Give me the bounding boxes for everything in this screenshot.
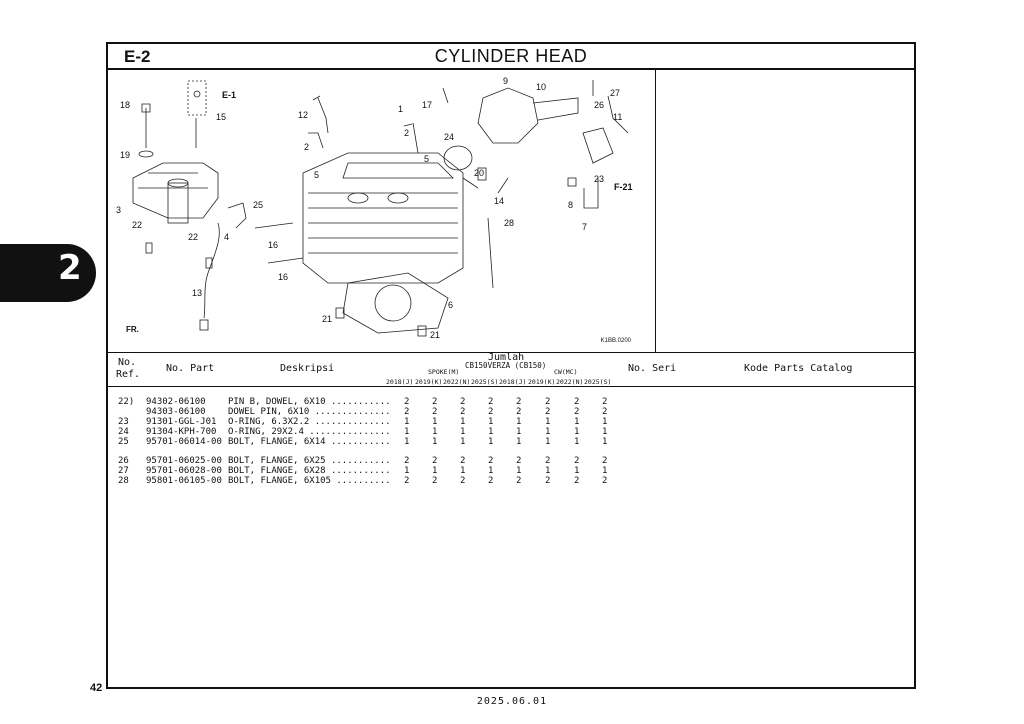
section-tab-number: 2 (58, 248, 82, 288)
cell-qty: 2 (545, 476, 551, 486)
cell-ref: 25 (118, 437, 129, 447)
cell-qty: 2 (602, 397, 608, 407)
page-frame (106, 42, 916, 689)
cell-qty: 1 (602, 417, 608, 427)
cell-part: 91301-GGL-J01 (146, 417, 217, 427)
callout-label: 14 (494, 196, 505, 206)
table-row (108, 417, 914, 427)
cell-qty: 1 (404, 466, 410, 476)
callout-label: 9 (503, 76, 509, 86)
cell-qty: 1 (602, 466, 608, 476)
col-cw: CW(MC) (554, 368, 578, 376)
cell-part: 91304-KPH-700 (146, 427, 217, 437)
callout-label: 18 (120, 100, 131, 110)
callout-label: 10 (536, 82, 547, 92)
callout-label: 20 (474, 168, 485, 178)
table-row (108, 437, 914, 447)
cell-ref: 28 (118, 476, 129, 486)
callout-label: 21 (430, 330, 441, 340)
cell-part: 94302-06100 (146, 397, 206, 407)
col-ref-line1: No. (118, 357, 137, 368)
cell-qty: 1 (404, 427, 410, 437)
cell-desc: BOLT, FLANGE, 6X105 .......... (228, 476, 391, 486)
cell-qty: 2 (460, 407, 466, 417)
col-serial: No. Seri (628, 363, 677, 374)
col-year: 2025(S) (471, 378, 499, 386)
col-catalog: Kode Parts Catalog (744, 363, 853, 374)
section-tab[interactable] (0, 244, 96, 302)
cell-qty: 2 (488, 407, 494, 417)
cell-desc: O-RING, 29X2.4 ............... (228, 427, 391, 437)
callout-label: 6 (448, 300, 454, 310)
callout-label: 2 (304, 142, 310, 152)
cell-desc: BOLT, FLANGE, 6X25 ........... (228, 456, 391, 466)
cell-qty: 2 (404, 476, 410, 486)
diagram-ref-code: K1BB.0200 (600, 338, 631, 344)
cell-qty: 2 (602, 407, 608, 417)
callout-label: 16 (268, 240, 279, 250)
cell-qty: 1 (516, 437, 522, 447)
cell-qty: 2 (404, 397, 410, 407)
col-year: 2018(J) (499, 378, 527, 386)
cell-qty: 2 (460, 397, 466, 407)
cell-qty: 2 (545, 456, 551, 466)
parts-diagram (108, 68, 656, 352)
cell-qty: 2 (460, 476, 466, 486)
cell-part: 94303-06100 (146, 407, 206, 417)
cell-qty: 1 (545, 417, 551, 427)
cell-ref: 24 (118, 427, 129, 437)
cell-qty: 1 (432, 427, 438, 437)
page-title: CYLINDER HEAD (434, 46, 588, 66)
callout-label: 11 (613, 112, 623, 122)
cell-qty: 1 (432, 466, 438, 476)
col-year: 2019(K) (415, 378, 443, 386)
cell-qty: 2 (574, 397, 580, 407)
cell-qty: 2 (488, 456, 494, 466)
cell-qty: 1 (574, 466, 580, 476)
col-year: 2018(J) (386, 378, 414, 386)
table-header (108, 352, 914, 387)
cell-qty: 2 (602, 456, 608, 466)
cell-qty: 2 (574, 476, 580, 486)
cell-qty: 2 (432, 456, 438, 466)
cell-qty: 2 (488, 476, 494, 486)
callout-label: 17 (422, 100, 433, 110)
callout-label: 26 (594, 100, 605, 110)
cell-desc: DOWEL PIN, 6X10 .............. (228, 407, 391, 417)
cell-qty: 1 (602, 437, 608, 447)
cell-qty: 1 (404, 437, 410, 447)
col-year: 2025(S) (584, 378, 612, 386)
cell-qty: 1 (516, 427, 522, 437)
cell-ref: 26 (118, 456, 129, 466)
callout-label: 25 (253, 200, 264, 210)
callout-label: 23 (594, 174, 605, 184)
cell-qty: 1 (404, 417, 410, 427)
cell-qty: 1 (460, 437, 466, 447)
cell-qty: 1 (488, 417, 494, 427)
callout-label: 8 (568, 200, 574, 210)
callout-label: 13 (192, 288, 203, 298)
cell-qty: 2 (545, 407, 551, 417)
callout-label: 5 (424, 154, 430, 164)
col-year: 2019(K) (528, 378, 556, 386)
col-spoke: SPOKE(M) (428, 368, 460, 376)
col-desc: Deskripsi (280, 363, 335, 374)
table-row (108, 427, 914, 437)
cell-qty: 1 (574, 437, 580, 447)
cell-qty: 1 (545, 437, 551, 447)
callout-label: 16 (278, 272, 289, 282)
cell-qty: 2 (432, 407, 438, 417)
table-row (108, 466, 914, 476)
table-row (108, 407, 914, 417)
callout-label: 5 (314, 170, 320, 180)
col-part: No. Part (166, 363, 215, 374)
cell-qty: 1 (460, 427, 466, 437)
cell-qty: 2 (516, 456, 522, 466)
page-number: 42 (90, 682, 103, 694)
cell-ref: 22) (118, 397, 135, 407)
cell-desc: PIN B, DOWEL, 6X10 ........... (228, 397, 391, 407)
cell-qty: 1 (488, 437, 494, 447)
cell-ref: 27 (118, 466, 129, 476)
table-row (108, 397, 914, 407)
table-row (108, 456, 914, 466)
row-spacer (108, 447, 914, 456)
callout-label: 24 (444, 132, 455, 142)
cell-qty: 2 (432, 397, 438, 407)
cell-qty: 2 (516, 397, 522, 407)
callout-label: F-21 (614, 182, 633, 192)
cell-qty: 2 (488, 397, 494, 407)
cell-ref: 23 (118, 417, 129, 427)
cell-qty: 2 (516, 476, 522, 486)
cell-qty: 2 (432, 476, 438, 486)
callout-label: 15 (216, 112, 227, 122)
callout-label: 4 (224, 232, 230, 242)
cell-qty: 2 (516, 407, 522, 417)
cell-qty: 2 (602, 476, 608, 486)
section-code: E-2 (124, 47, 151, 66)
cell-qty: 2 (545, 397, 551, 407)
callout-label: 27 (610, 88, 621, 98)
callout-label: 22 (188, 232, 199, 242)
cell-qty: 2 (574, 456, 580, 466)
table-row (108, 476, 914, 486)
exploded-view-drawing (108, 68, 656, 352)
cell-qty: 1 (488, 427, 494, 437)
callout-label: 2 (404, 128, 410, 138)
cell-desc: O-RING, 6.3X2.2 .............. (228, 417, 391, 427)
cell-part: 95801-06105-00 (146, 476, 222, 486)
callout-label: 7 (582, 222, 588, 232)
cell-qty: 1 (432, 417, 438, 427)
cell-qty: 1 (516, 466, 522, 476)
callout-label: FR. (126, 325, 139, 334)
cell-qty: 1 (574, 417, 580, 427)
col-jumlah: Jumlah (488, 352, 525, 363)
parts-table-body (108, 397, 914, 486)
cell-qty: 2 (404, 456, 410, 466)
callout-label: 12 (298, 110, 309, 120)
col-model: CB150VERZA (CB150) (465, 361, 547, 370)
col-year: 2022(N) (443, 378, 471, 386)
cell-part: 95701-06025-00 (146, 456, 222, 466)
cell-part: 95701-06028-00 (146, 466, 222, 476)
callout-label: 19 (120, 150, 131, 160)
cell-qty: 1 (432, 437, 438, 447)
print-date: 2025.06.01 (476, 696, 548, 707)
cell-qty: 1 (545, 427, 551, 437)
cell-qty: 2 (460, 456, 466, 466)
callout-label: 22 (132, 220, 143, 230)
callout-label: E-1 (222, 90, 237, 100)
callout-label: 1 (398, 104, 404, 114)
cell-part: 95701-06014-00 (146, 437, 222, 447)
cell-qty: 1 (488, 466, 494, 476)
cell-qty: 2 (404, 407, 410, 417)
cell-desc: BOLT, FLANGE, 6X28 ........... (228, 466, 391, 476)
cell-qty: 1 (574, 427, 580, 437)
cell-qty: 1 (602, 427, 608, 437)
callout-label: 3 (116, 205, 122, 215)
cell-qty: 1 (460, 417, 466, 427)
callout-label: 21 (322, 314, 333, 324)
col-ref-line2: Ref. (116, 369, 141, 380)
col-year: 2022(N) (556, 378, 584, 386)
cell-qty: 1 (516, 417, 522, 427)
callout-label: 28 (504, 218, 515, 228)
page-header (108, 44, 914, 70)
cell-qty: 2 (574, 407, 580, 417)
cell-desc: BOLT, FLANGE, 6X14 ........... (228, 437, 391, 447)
cell-qty: 1 (460, 466, 466, 476)
cell-qty: 1 (545, 466, 551, 476)
